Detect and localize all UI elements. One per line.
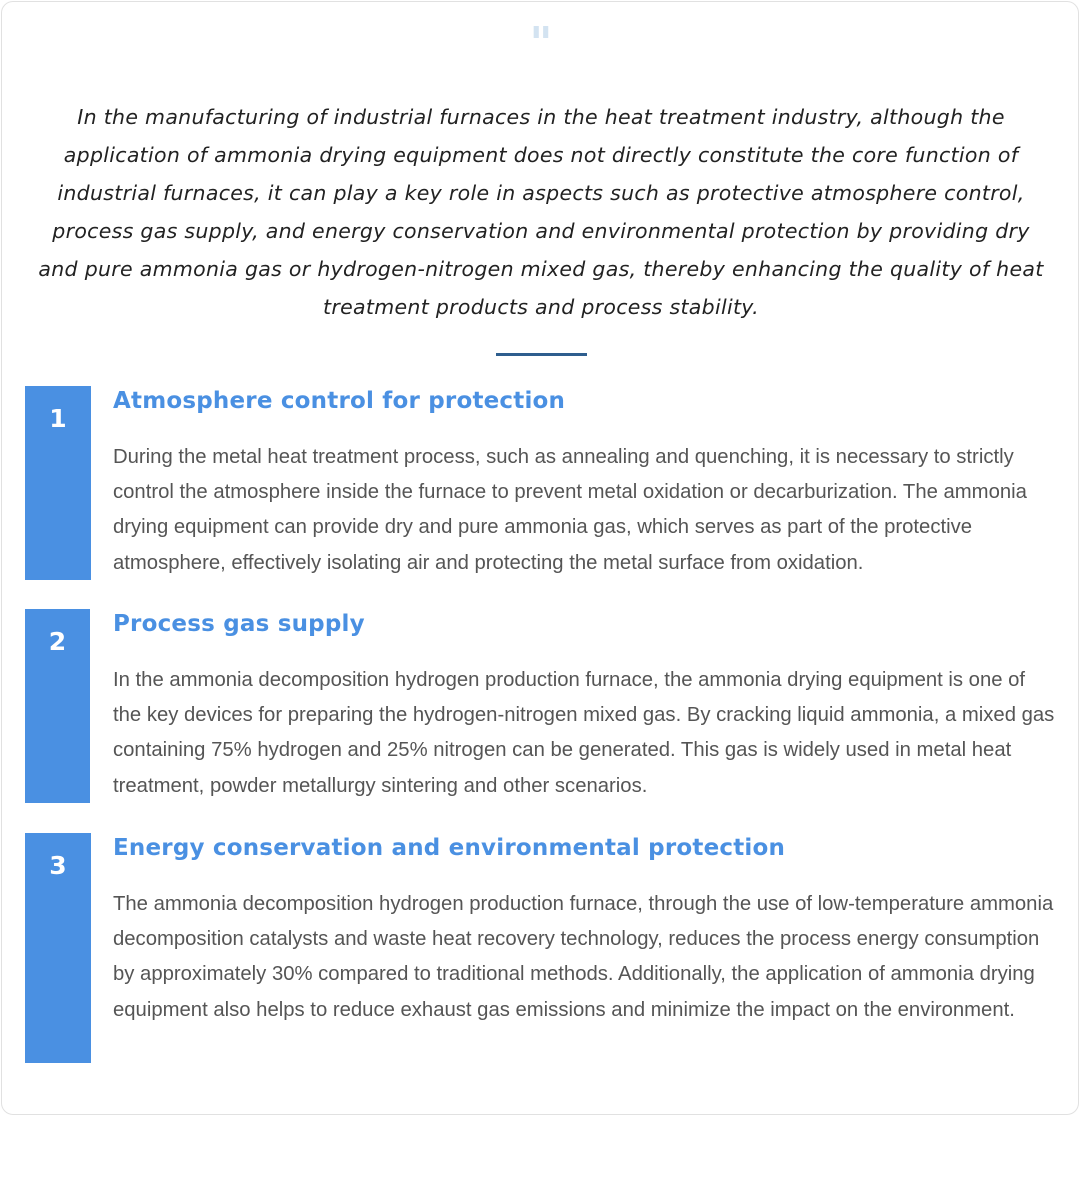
item-body: In the ammonia decomposition hydrogen production furnace, the ammonia drying equipment is one of the key devices for preparing the hydrogen-nitrogen mixed gas. By cracking liquid ammonia, a mixed gas containing 75% hydrogen and 25% nitrogen can be generated. This gas is widely used in metal heat treatment, powder metallurgy sintering and other scenarios.: [113, 669, 1055, 797]
item-number-badge: 1: [25, 386, 91, 580]
feature-item-3: [25, 833, 1065, 1063]
intro-paragraph: In the manufacturing of industrial furnaces in the heat treatment industry, although the application of ammonia drying equipment does not directly constitute the core function of industrial furnaces, it can play a key role in aspects such as protective atmosphere control, process gas supply, and energy conservation and environmental protection by providing dry and pure ammonia gas or hydrogen-nitrogen mixed gas, thereby enhancing the quality of heat treatment products and process stability.: [38, 105, 1044, 319]
item-title: Energy conservation and environmental protection: [113, 835, 786, 861]
item-title: Process gas supply: [113, 611, 365, 637]
item-number-badge: 3: [25, 833, 91, 1063]
item-body: The ammonia decomposition hydrogen production furnace, through the use of low-temperature ammonia decomposition catalysts and waste heat recovery technology, reduces the process energy consumption by approximately 30% compared to traditional methods. Additionally, the application of ammonia drying equipment also helps to reduce exhaust gas emissions and minimize the impact on the environment.: [113, 893, 1054, 1021]
feature-item-2: [25, 609, 1065, 803]
item-body: During the metal heat treatment process, such as annealing and quenching, it is necessary to strictly control the atmosphere inside the furnace to prevent metal oxidation or decarburization. The ammonia drying equipment can provide dry and pure ammonia gas, which serves as part of the protective atmosphere, effectively isolating air and protecting the metal surface from oxidation.: [113, 446, 1027, 574]
quote-mark-icon: ": [529, 18, 553, 69]
feature-item-1: [25, 386, 1065, 580]
section-divider: [496, 353, 587, 356]
item-title: Atmosphere control for protection: [113, 388, 566, 414]
content-card: [1, 1, 1079, 1115]
item-number-badge: 2: [25, 609, 90, 803]
